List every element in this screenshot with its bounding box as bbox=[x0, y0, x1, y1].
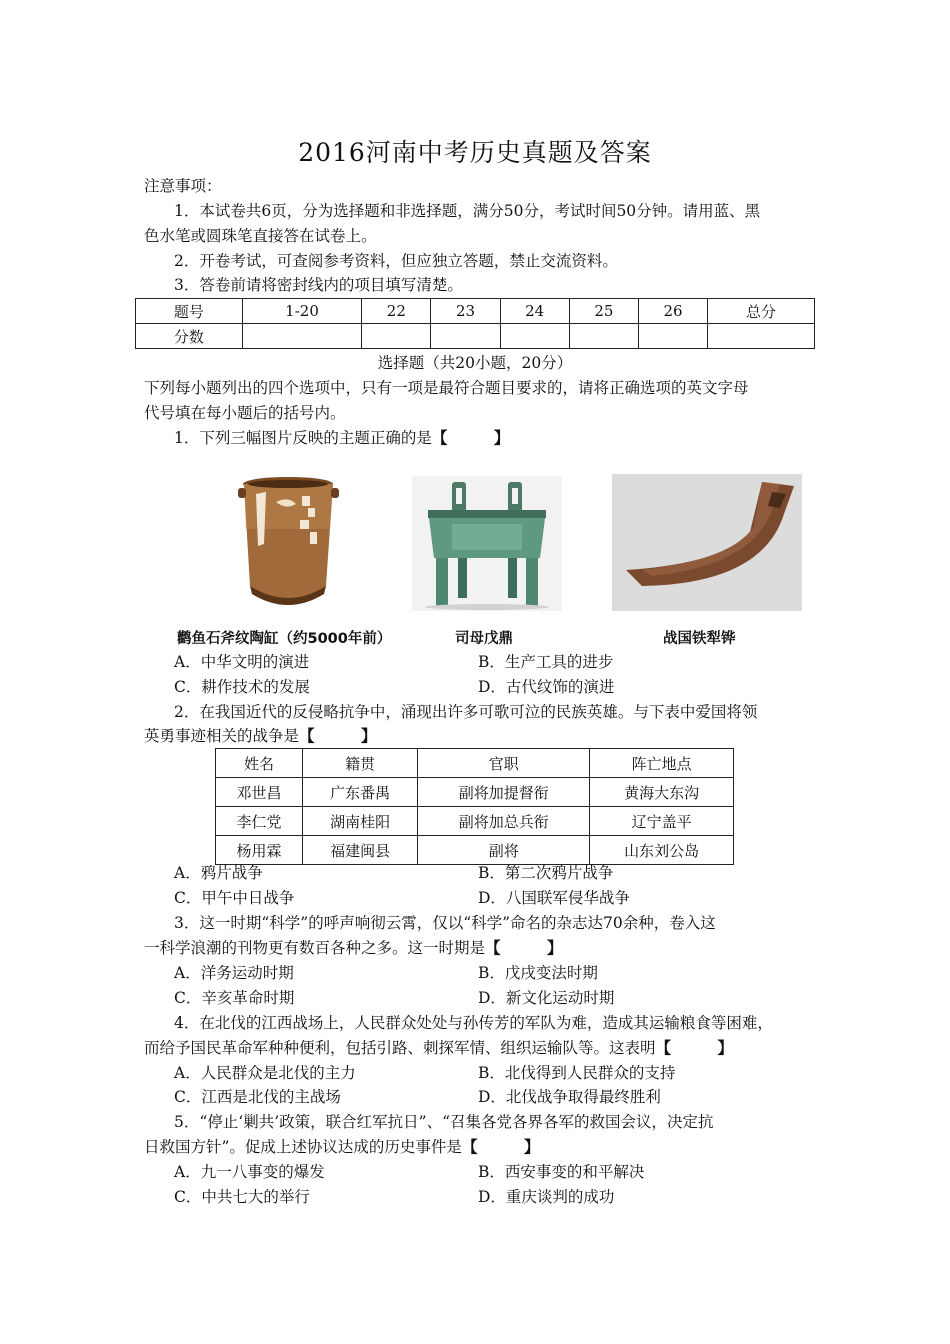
table-cell: 副将 bbox=[418, 836, 590, 865]
caption-pottery: 鹳鱼石斧纹陶缸（约5000年前） bbox=[177, 631, 392, 647]
score-table-score-row bbox=[136, 324, 815, 349]
table-cell: 黄海大东沟 bbox=[590, 778, 734, 807]
q2-stem-cont bbox=[144, 725, 377, 747]
score-cell bbox=[708, 324, 815, 349]
q1-stem-text: 1．下列三幅图片反映的主题正确的是 bbox=[174, 429, 432, 447]
table-cell: 26 bbox=[638, 299, 707, 324]
table-cell: 杨用霖 bbox=[216, 836, 303, 865]
note-1: 1．本试卷共6页，分为选择题和非选择题，满分50分，考试时间50分钟。请用蓝、黑 bbox=[174, 202, 761, 220]
q3-option-b: B．戊戌变法时期 bbox=[478, 964, 598, 982]
table-header-row bbox=[216, 749, 734, 778]
q3-stem-cont bbox=[144, 937, 563, 959]
score-cell bbox=[242, 324, 361, 349]
q2-option-b: B．第二次鸦片战争 bbox=[478, 864, 614, 882]
q3-stem-text: 一科学浪潮的刊物更有数百各种之多。这一时期是 bbox=[144, 939, 486, 957]
q5-option-d: D．重庆谈判的成功 bbox=[478, 1188, 615, 1206]
bronze-ding-image bbox=[412, 476, 562, 611]
table-cell: 李仁党 bbox=[216, 807, 303, 836]
table-header: 籍贯 bbox=[302, 749, 417, 778]
q1-option-b: B．生产工具的进步 bbox=[478, 653, 614, 671]
q5-option-a: A．九一八事变的爆发 bbox=[174, 1163, 325, 1181]
q5-stem-cont bbox=[144, 1136, 539, 1158]
table-cell: 总分 bbox=[708, 299, 815, 324]
q2-option-a: A．鸦片战争 bbox=[174, 864, 263, 882]
table-header: 阵亡地点 bbox=[590, 749, 734, 778]
q3-option-a: A．洋务运动时期 bbox=[174, 964, 294, 982]
note-3: 3．答卷前请将密封线内的项目填写清楚。 bbox=[174, 276, 463, 294]
q4-option-c: C．江西是北伐的主战场 bbox=[174, 1088, 341, 1106]
q2-stem: 2．在我国近代的反侵略抗争中，涌现出许多可歌可泣的民族英雄。与下表中爱国将领 bbox=[174, 703, 758, 721]
pottery-jar-image bbox=[236, 474, 341, 614]
q4-option-b: B．北伐得到人民群众的支持 bbox=[478, 1064, 676, 1082]
notes-heading: 注意事项： bbox=[144, 177, 222, 195]
table-cell: 湖南桂阳 bbox=[302, 807, 417, 836]
table-cell: 题号 bbox=[136, 299, 243, 324]
section-title: 选择题（共20小题，20分） bbox=[377, 354, 573, 372]
q5-stem: 5．“停止‘剿共’政策，联合红军抗日”、“召集各党各界各军的救国会议，决定抗 bbox=[174, 1113, 714, 1131]
score-cell bbox=[362, 324, 431, 349]
q3-option-d: D．新文化运动时期 bbox=[478, 989, 615, 1007]
table-cell: 24 bbox=[500, 299, 569, 324]
q5-option-b: B．西安事变的和平解决 bbox=[478, 1163, 645, 1181]
score-cell bbox=[500, 324, 569, 349]
table-cell: 副将加提督衔 bbox=[418, 778, 590, 807]
score-cell bbox=[569, 324, 638, 349]
note-1-cont: 色水笔或圆珠笔直接答在试卷上。 bbox=[144, 227, 377, 245]
answer-bracket: 【 】 bbox=[299, 726, 377, 745]
table-cell: 分数 bbox=[136, 324, 243, 349]
answer-bracket: 【 】 bbox=[485, 938, 563, 957]
score-cell bbox=[431, 324, 500, 349]
q5-stem-text: 日救国方针”。促成上述协议达成的历史事件是 bbox=[144, 1138, 462, 1156]
q2-option-d: D．八国联军侵华战争 bbox=[478, 889, 630, 907]
table-header: 官职 bbox=[418, 749, 590, 778]
table-cell: 副将加总兵衔 bbox=[418, 807, 590, 836]
table-cell: 福建闽县 bbox=[302, 836, 417, 865]
q1-stem bbox=[174, 427, 509, 449]
q1-option-a: A．中华文明的演进 bbox=[174, 653, 310, 671]
table-cell: 山东刘公岛 bbox=[590, 836, 734, 865]
table-cell: 1-20 bbox=[242, 299, 361, 324]
q1-option-d: D．古代纹饰的演进 bbox=[478, 678, 615, 696]
table-row bbox=[216, 836, 734, 865]
q4-option-a: A．人民群众是北伐的主力 bbox=[174, 1064, 356, 1082]
table-cell: 广东番禺 bbox=[302, 778, 417, 807]
q1-option-c: C．耕作技术的发展 bbox=[174, 678, 310, 696]
section-intro-cont: 代号填在每小题后的括号内。 bbox=[144, 404, 346, 422]
q2-option-c: C．甲午中日战争 bbox=[174, 889, 295, 907]
q5-option-c: C．中共七大的举行 bbox=[174, 1188, 310, 1206]
note-2: 2．开卷考试，可查阅参考资料，但应独立答题，禁止交流资料。 bbox=[174, 252, 618, 270]
table-cell: 25 bbox=[569, 299, 638, 324]
q2-stem-text: 英勇事迹相关的战争是 bbox=[144, 727, 300, 745]
q4-stem: 4．在北伐的江西战场上，人民群众处处与孙传芳的军队为难，造成其运输粮食等困难， bbox=[174, 1014, 773, 1032]
answer-bracket: 【 】 bbox=[655, 1038, 734, 1057]
answer-bracket: 【 】 bbox=[431, 428, 510, 447]
score-cell bbox=[638, 324, 707, 349]
table-cell: 辽宁盖平 bbox=[590, 807, 734, 836]
table-cell: 邓世昌 bbox=[216, 778, 303, 807]
iron-plowshare-image bbox=[612, 474, 802, 611]
q4-option-d: D．北伐战争取得最终胜利 bbox=[478, 1088, 661, 1106]
answer-bracket: 【 】 bbox=[461, 1137, 540, 1156]
table-header: 姓名 bbox=[216, 749, 303, 778]
q3-stem: 3．这一时期“科学”的呼声响彻云霄，仅以“科学”命名的杂志达70余种，卷入这 bbox=[174, 914, 716, 932]
section-intro: 下列每小题列出的四个选项中，只有一项是最符合题目要求的，请将正确选项的英文字母 bbox=[144, 379, 749, 397]
q4-stem-cont bbox=[144, 1037, 733, 1059]
caption-plowshare: 战国铁犁铧 bbox=[663, 631, 736, 647]
page-title: 2016河南中考历史真题及答案 bbox=[298, 138, 652, 167]
table-cell: 22 bbox=[362, 299, 431, 324]
table-cell: 23 bbox=[431, 299, 500, 324]
q4-stem-text: 而给予国民革命军种种便利，包括引路、刺探军情、组织运输队等。这表明 bbox=[144, 1039, 656, 1057]
caption-ding: 司母戊鼎 bbox=[455, 631, 513, 647]
q3-option-c: C．辛亥革命时期 bbox=[174, 989, 295, 1007]
score-table-header-row bbox=[136, 299, 815, 324]
score-table bbox=[135, 298, 815, 349]
hero-table bbox=[215, 748, 734, 865]
table-row bbox=[216, 778, 734, 807]
table-row bbox=[216, 807, 734, 836]
